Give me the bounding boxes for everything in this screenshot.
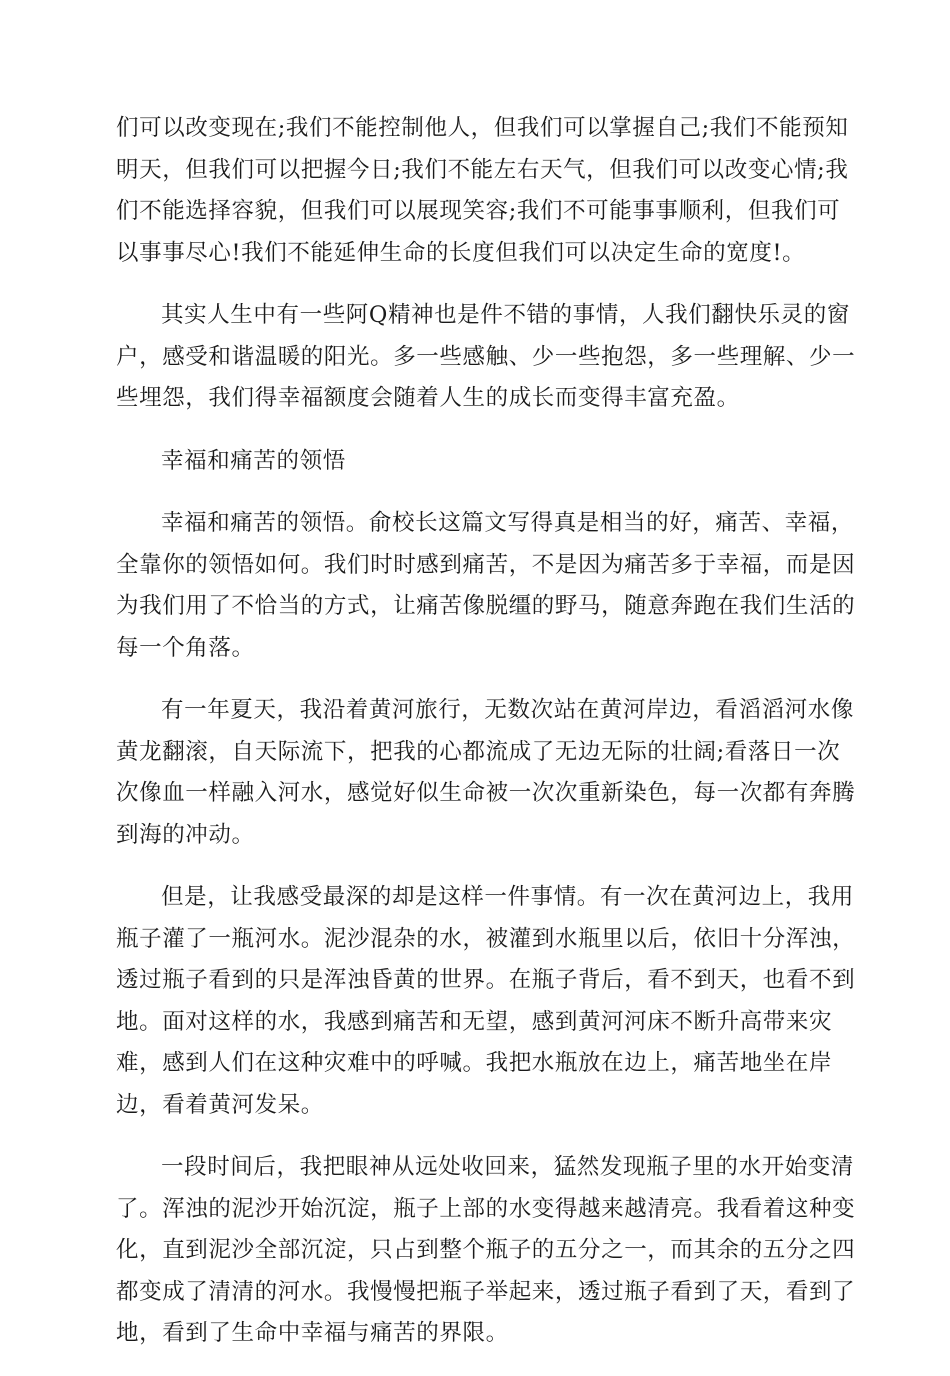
paragraph-6 — [116, 1147, 856, 1355]
paragraph-2 — [116, 295, 856, 420]
text-line: 户，感受和谐温暖的阳光。多一些感触、少一些抱怨，多一些理解、少一 — [116, 343, 856, 370]
text-line: 边，看着黄河发呆。 — [116, 1091, 324, 1118]
text-line: 地。面对这样的水，我感到痛苦和无望，感到黄河河床不断升高带来灾 — [116, 1008, 833, 1035]
text-line: 明天，但我们可以把握今日;我们不能左右天气，但我们可以改变心情;我 — [116, 156, 849, 183]
paragraph-4 — [116, 690, 856, 856]
text-line: 透过瓶子看到的只是浑浊昏黄的世界。在瓶子背后，看不到天，也看不到 — [116, 967, 856, 993]
text-line: 全靠你的领悟如何。我们时时感到痛苦，不是因为痛苦多于幸福，而是因 — [116, 551, 856, 578]
text-line: 有一年夏天，我沿着黄河旅行，无数次站在黄河岸边，看滔滔河水像 — [161, 697, 855, 723]
text-line: 黄龙翻滚，自天际流下，把我的心都流成了无边无际的壮阔;看落日一次 — [116, 738, 841, 765]
text-line: 化，直到泥沙全部沉淀，只占到整个瓶子的五分之一，而其余的五分之四 — [116, 1237, 856, 1263]
paragraph-1 — [116, 108, 849, 274]
text-line: 其实人生中有一些阿Q精神也是件不错的事情，人我们翻快乐灵的窗 — [161, 302, 850, 328]
paragraph-5 — [116, 877, 856, 1126]
document-body — [116, 108, 856, 1376]
text-line: 难，感到人们在这种灾难中的呼喊。我把水瓶放在边上，痛苦地坐在岸 — [116, 1050, 833, 1076]
section-heading — [116, 441, 836, 483]
text-line: 到海的冲动。 — [116, 821, 255, 848]
text-line: 次像血一样融入河水，感觉好似生命被一次次重新染色，每一次都有奔腾 — [116, 780, 856, 806]
text-line: 但是，让我感受最深的却是这样一件事情。有一次在黄河边上，我用 — [161, 884, 855, 910]
text-line: 地，看到了生命中幸福与痛苦的界限。 — [116, 1320, 509, 1346]
text-line: 了。浑浊的泥沙开始沉淀，瓶子上部的水变得越来越清亮。我看着这种变 — [116, 1195, 856, 1222]
text-line: 以事事尽心!我们不能延伸生命的长度但我们可以决定生命的宽度!。 — [116, 239, 806, 266]
heading-text: 幸福和痛苦的领悟 — [161, 447, 346, 474]
text-line: 些埋怨，我们得幸福额度会随着人生的成长而变得丰富充盈。 — [116, 385, 740, 411]
text-line: 瓶子灌了一瓶河水。泥沙混杂的水，被灌到水瓶里以后，依旧十分浑浊， — [116, 925, 856, 952]
text-line: 们可以改变现在;我们不能控制他人，但我们可以掌握自己;我们不能预知 — [116, 115, 849, 141]
text-line: 都变成了清清的河水。我慢慢把瓶子举起来，透过瓶子看到了天，看到了 — [116, 1278, 856, 1305]
text-line: 幸福和痛苦的领悟。俞校长这篇文写得真是相当的好，痛苦、幸福， — [161, 510, 855, 536]
text-line: 们不能选择容貌，但我们可以展现笑容;我们不可能事事顺利，但我们可 — [116, 198, 841, 224]
text-line: 每一个角落。 — [116, 634, 255, 661]
text-line: 为我们用了不恰当的方式，让痛苦像脱缰的野马，随意奔跑在我们生活的 — [116, 593, 856, 619]
text-line: 一段时间后，我把眼神从远处收回来，猛然发现瓶子里的水开始变清 — [161, 1154, 855, 1180]
paragraph-3 — [116, 503, 856, 669]
